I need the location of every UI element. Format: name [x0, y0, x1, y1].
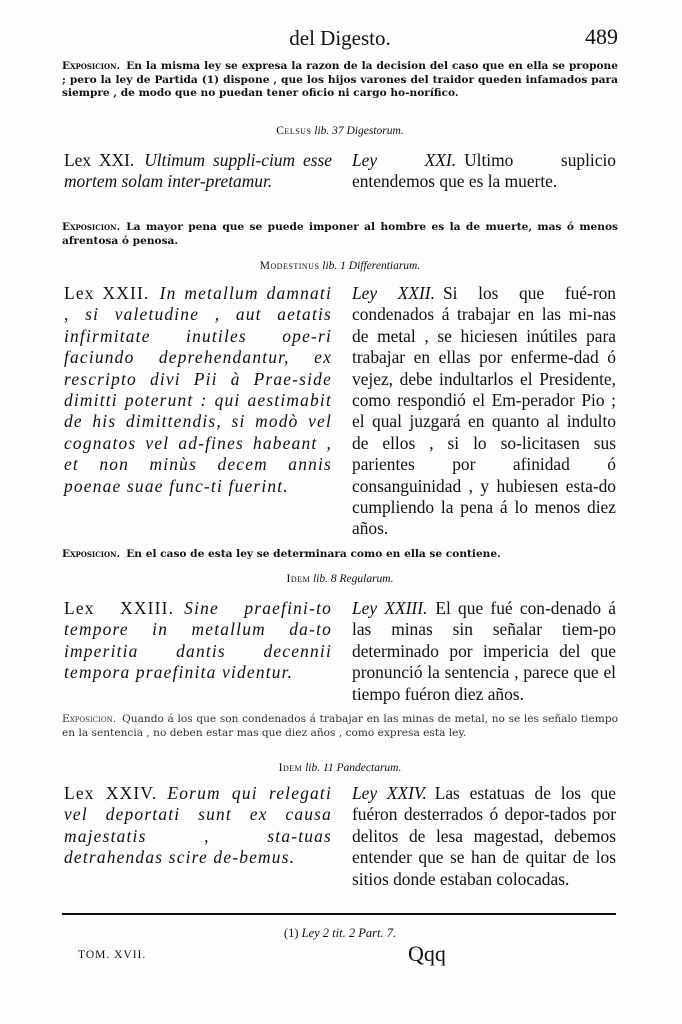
latin-column: [64, 783, 332, 869]
source-author: Celsus: [276, 125, 312, 137]
running-head: del Digesto.: [289, 26, 391, 50]
footnote-rule: [62, 913, 616, 915]
spanish-text: Si los que fué-ron condenados á trabajar en las mi-nas de metal , se hiciesen inútiles para trabajar en ellas por enferme-dad ó vejez, debe indultarlos el Presidente, como respondió el Em-perador Pio ; el qual juzgará en quanto al indulto de ellos , si lo so-licitasen sus parientes por afinidad ó consanguinidad , y hubiesen esta-do cumpliendo la pena á lo menos diez años.: [352, 283, 616, 539]
footnote-text: Ley 2 tit. 2 Part. 7.: [301, 926, 397, 940]
lex-number: Lex XXI.: [64, 150, 135, 170]
source-citation: [62, 125, 618, 137]
lex-number: Lex XXII.: [64, 283, 150, 303]
source-author: Idem: [286, 573, 311, 585]
exposicion-label: Exposicion.: [62, 60, 121, 72]
source-citation: [62, 573, 618, 585]
exposicion-label: Exposicion.: [62, 221, 121, 233]
source-work: lib. 37 Digestorum.: [314, 125, 404, 137]
spanish-text: Las estatuas de los que fuéron desterrados ó depor-tados por delitos de lesa magestad, debemos entender que se han de quitar de los sitios donde estaban colocadas.: [352, 783, 616, 889]
spanish-column: [352, 598, 616, 705]
source-work: lib. 1 Differentiarum.: [322, 260, 421, 272]
page-number: 489: [585, 24, 618, 49]
exposicion-label: Exposicion.: [62, 713, 117, 725]
spanish-column: [352, 783, 616, 890]
spanish-text: Ultimo suplicio entendemos que es la muerte.: [352, 150, 616, 192]
exposicion-text: En la misma ley se expresa la razon de la decision del caso que en ella se propone ; pero la ley de Partida (1) dispone , que los hijos varones del traidor queden infamados para siempre , de modo que no puedan tener oficio ni cargo ho-norífico.: [62, 60, 618, 99]
latin-column: [64, 283, 332, 497]
ley-number: Ley XXIV.: [352, 783, 427, 803]
exposicion-text: Quando á los que son condenados á trabajar en las minas de metal, no se les señalo tiempo en la sentencia , no deben estar mas que diez años , como expresa esta ley.: [62, 713, 618, 739]
exposicion-paragraph: [62, 548, 618, 562]
spanish-text: El que fué con-denado á las minas sin señalar tiem-po determinado por impericia del que pronunció la sentencia , parece que el tiempo fuéron diez años.: [352, 598, 616, 704]
footnote-marker: (1): [283, 926, 299, 940]
source-author: Idem: [278, 762, 303, 774]
latin-text: Ultimum suppli-cium esse mortem solam inter-pretamur.: [64, 150, 332, 192]
exposicion-text: La mayor pena que se puede imponer al hombre es la de muerte, mas ó menos afrentosa ó penosa.: [62, 221, 618, 247]
source-citation: [62, 260, 618, 272]
page-header: [60, 24, 620, 54]
ley-number: Ley XXII.: [352, 283, 435, 303]
spanish-column: [352, 283, 616, 540]
source-work: lib. 8 Regularum.: [312, 573, 394, 585]
latin-text: Eorum qui relegati vel deportati sunt ex causa majestatis , sta-tuas detrahendas scire de-bemus.: [64, 783, 332, 868]
lex-number: Lex XXIV.: [64, 783, 158, 803]
footnote: [62, 926, 618, 941]
latin-column: [64, 598, 332, 684]
source-citation: [62, 762, 618, 774]
exposicion-paragraph: [62, 221, 618, 248]
volume-signature: TOM. XVII.: [78, 949, 147, 961]
source-work: lib. 11 Pandectarum.: [305, 762, 402, 774]
lex-number: Lex XXIII.: [64, 598, 175, 618]
exposicion-text: En el caso de esta ley se determinara como en ella se contiene.: [126, 548, 501, 560]
spanish-column: [352, 150, 616, 193]
latin-column: [64, 150, 332, 193]
latin-text: Sine praefini-to tempore in metallum da-to imperitia dantis decennii tempora praefinita videntur.: [64, 598, 332, 683]
ley-number: Ley XXI.: [352, 150, 457, 170]
printer-signature: Qqq: [408, 941, 446, 966]
ley-number: Ley XXIII.: [352, 598, 428, 618]
latin-text: In metallum damnati , si valetudine , aut aetatis infirmitate inutiles ope-ri faciundo deprehendantur, ex rescripto divi Pii à Prae-side dimitti poterunt : qui aestimabit de his dimittendis, si modò vel cognatos vel ad-fines habeant , et non minùs decem annis poenae suae func-ti fuerint.: [64, 283, 332, 496]
exposicion-paragraph: [62, 713, 618, 740]
source-author: Modestinus: [259, 260, 320, 272]
exposicion-label: Exposicion.: [62, 548, 121, 560]
exposicion-paragraph: [62, 60, 618, 101]
